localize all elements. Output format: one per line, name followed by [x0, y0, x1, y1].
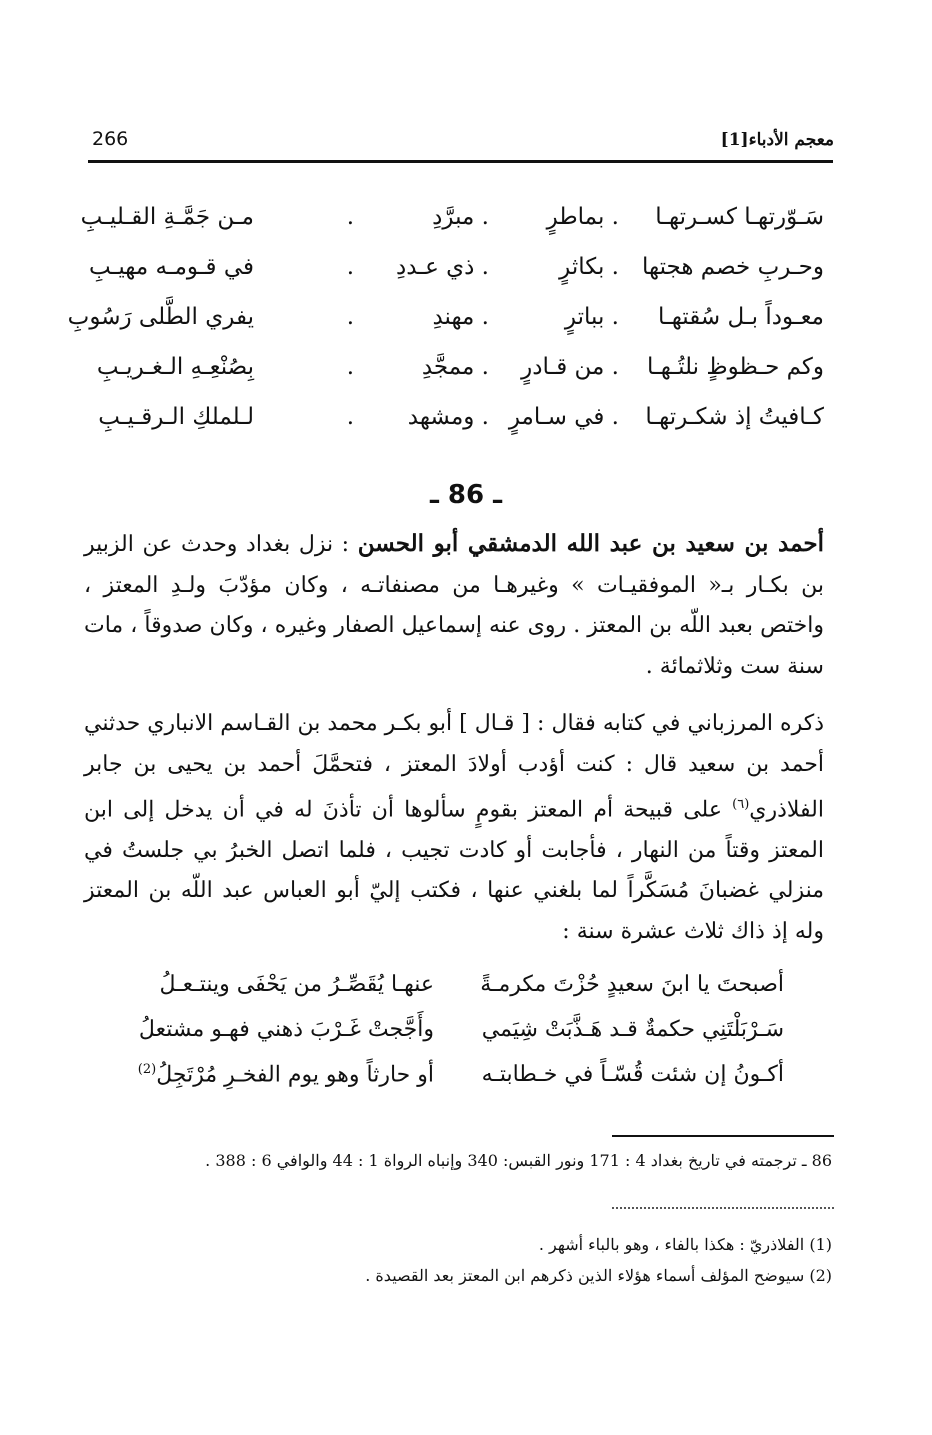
poem-cell: . ومشهد [407, 404, 489, 430]
poem-cell-text: بماطرٍ [546, 204, 605, 230]
entry-text: ذكره المرزباني في كتابه فقال : [ قـال ] أبو بكـر محمد بن القـاسم الانباري حدثني أحمد بن سعيد قال : كنت أؤدب أولادَ المعتز ، فتحمَّلَ أحمد بن يحيى بن جابر الفلاذري [84, 711, 824, 823]
poem-cell: يفري الطَّلى رَسُوبِ [67, 304, 254, 330]
poem-separator: . [346, 354, 354, 380]
entry-text: : نزل بغداد وحدث عن الزبير بن بكـار بـ« الموفقيـات » وغيرهـا من مصنفاتـه ، وكان مؤدّبَ ولـدِ المعتز ، واختص بعبد اللّه بن المعتز . روى عنه إسماعيل الصفار وغيره ، وكان صدوقاً ، مات سنة ست وثلاثمائة . [84, 532, 824, 679]
poem-row [94, 342, 824, 392]
poem-cell: . مهندِ [432, 304, 489, 330]
poem-separator: . [346, 304, 354, 330]
poem-cell-text: مهندِ [432, 304, 475, 330]
entry-paragraph-2 [84, 704, 824, 952]
poem-cell: . بكاثرٍ [559, 254, 619, 280]
entry-title: أحمد بن سعيد بن عبد الله الدمشقي أبو الحسن [357, 530, 825, 557]
poem-cell-text: بباترٍ [564, 304, 605, 330]
poem-hemistich: سَـرْبَلْتَنِي حكمةٌ قـد هَـذَّبَتْ شِيَمي [481, 1017, 784, 1042]
poem-cell-text: من قـادرٍ [521, 354, 605, 380]
poem-cell: . بباترٍ [564, 304, 619, 330]
poem-hemistich [104, 1062, 434, 1087]
poem-separator: . [346, 254, 354, 280]
poem-cell: وحـربِ خصم هجتها [641, 254, 824, 280]
poem-cell: وكم حـظوظٍ نلتُـهـا [646, 354, 824, 380]
poem-cell-text: مبرَّدِ [432, 204, 475, 230]
entry-number: ـ 86 ـ [429, 480, 503, 510]
footnote-marker: (2) [137, 1061, 157, 1077]
poem-cell-text: بكاثرٍ [559, 254, 605, 280]
poem-cell: بِصُنْعِـهِ الـغـريـبِ [96, 354, 254, 380]
poem-hemistich: وأَجَّجتْ غَـرْبَ ذهني فهـو مشتعلُ [138, 1017, 434, 1042]
poem-cell-text: ومشهد [407, 404, 475, 430]
poem-cell: . ذي عـددِ [396, 254, 489, 280]
poem-cell: . بماطرٍ [546, 204, 619, 230]
poem-cell: معـوداً بـل سُقتهـا [657, 304, 824, 330]
poem-cell: كـافيتُ إذ شكـرتهـا [645, 404, 824, 430]
footnote-2: (2) سيوضح المؤلف أسماء هؤلاء الذين ذكرهم ابن المعتز بعد القصيدة . [365, 1266, 832, 1285]
poem-row [104, 1052, 784, 1097]
poem-row [94, 392, 824, 442]
poem-hemistich: أكـونُ إن شئت قُسّـاً في خـطابتـه [481, 1062, 784, 1087]
bottom-poem [104, 962, 784, 1097]
page-number: 266 [92, 128, 129, 150]
footnote-1: (1) الفلاذريّ : هكذا بالفاء ، وهو بالباء أشهر . [538, 1235, 832, 1254]
poem-row [104, 962, 784, 1007]
poem-separator: . [346, 404, 354, 430]
entry-paragraph-1 [84, 524, 824, 687]
footnote-dotted-rule [612, 1207, 834, 1209]
source-note: 86 ـ ترجمته في تاريخ بغداد 4 : 171 ونور القبس: 340 وإنباه الرواة 1 : 44 والوافي 6 : 388 . [205, 1151, 832, 1170]
poem-separator: . [346, 204, 354, 230]
poem-row [67, 292, 824, 342]
poem-cell-text: ممجَّدِ [421, 354, 475, 380]
poem-cell: لـلملكِ الـرقـيـبِ [98, 404, 254, 430]
entry-text: على قبيحة أم المعتز بقومٍ سألوها أن تأذنَ له في أن يدخل إلى ابن المعتز وقتاً من النهار ، فأجابت أو كادت تجيب ، فلما اتصل الخبرُ بي جلستُ في منزلي غضبانَ مُسَكَّراً لما بلغني عنها ، فكتب إليّ أبو العباس عبد اللّه بن المعتز وله إذ ذاك ثلاث عشرة سنة : [84, 797, 825, 944]
poem-row [80, 192, 824, 242]
poem-cell: . مبرَّدِ [432, 204, 489, 230]
poem-cell: . في سـامرٍ [508, 404, 619, 430]
poem-hemistich: أصبحتَ يا ابنَ سعيدٍ حُزْتَ مكرمـةً [480, 972, 784, 997]
poem-row [89, 242, 824, 292]
poem-cell: سَـوّرتهـا كسـرتهـا [655, 204, 824, 230]
poem-hemistich-text: أو حارثاً وهو يوم الفخـرِ مُرْتَجِلُ [156, 1062, 434, 1088]
poem-row [104, 1007, 784, 1052]
header-rule [88, 160, 833, 163]
poem-cell-text: في سـامرٍ [508, 404, 605, 430]
top-poem [67, 192, 824, 442]
poem-cell-text: ذي عـددِ [396, 254, 475, 280]
poem-cell: في قـومـه مهيـبِ [89, 254, 254, 280]
poem-cell: . من قـادرٍ [521, 354, 619, 380]
footnote-marker: (٦) [732, 797, 750, 812]
footnote-rule [612, 1135, 834, 1137]
running-head: معجم الأدباء[1] [720, 130, 834, 150]
poem-cell: . ممجَّدِ [421, 354, 489, 380]
poem-hemistich: عنهـا يُقَصِّـرُ من يَحْفَى وينتـعـلُ [159, 972, 434, 997]
poem-cell: مـن جَمَّـةِ القـليـبِ [80, 204, 254, 230]
